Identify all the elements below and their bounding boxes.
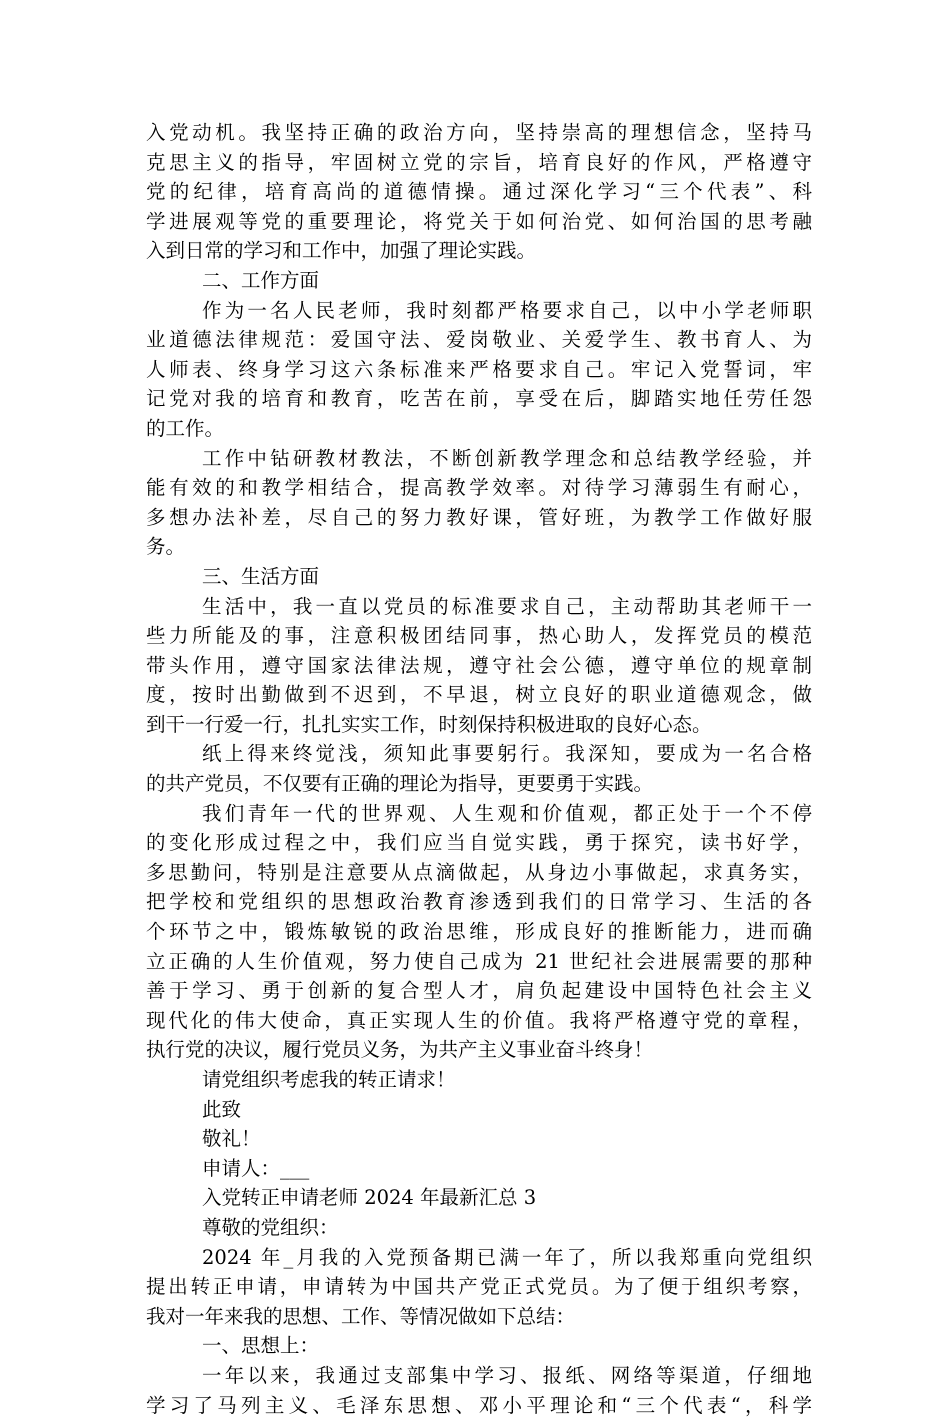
- text-line: 多思勤问，特别是注意要从点滴做起，从身边小事做起，求真务实，: [146, 860, 812, 884]
- text-line: 三、生活方面: [202, 564, 320, 588]
- text-line: 记党对我的培育和教育，吃苦在前，享受在后，脚踏实地任劳任怨: [146, 387, 812, 411]
- text-line: 一年以来，我通过支部集中学习、报纸、网络等渠道，仔细地: [202, 1363, 812, 1387]
- text-line: 克思主义的指导，牢固树立党的宗旨，培育良好的作风，严格遵守: [146, 150, 812, 174]
- text-line: 业道德法律规范：爱国守法、爱岗敬业、关爱学生、教书育人、为: [146, 328, 812, 352]
- text-line: 执行党的决议，履行党员义务，为共产主义事业奋斗终身！: [146, 1038, 654, 1062]
- text-line: 敬礼！: [202, 1127, 261, 1151]
- text-line: 我们青年一代的世界观、人生观和价值观，都正处于一个不停: [202, 801, 812, 825]
- text-line: 的变化形成过程之中，我们应当自觉实践，勇于探究，读书好学，: [146, 831, 812, 855]
- text-line: 带头作用，遵守国家法律法规，遵守社会公德，遵守单位的规章制: [146, 653, 812, 677]
- text-line: 入党动机。我坚持正确的政治方向，坚持崇高的理想信念，坚持马: [146, 121, 812, 144]
- text-line: 二、工作方面: [202, 268, 320, 292]
- text-line: 作为一名人民老师，我时刻都严格要求自己，以中小学老师职: [202, 298, 812, 322]
- text-line: 能有效的和教学相结合，提高教学效率。对待学习薄弱生有耐心，: [146, 476, 812, 500]
- text-line: 申请人：___: [202, 1156, 310, 1180]
- text-line: 立正确的人生价值观，努力使自己成为 21 世纪社会进展需要的那种: [146, 949, 812, 973]
- text-line: 到干一行爱一行，扎扎实实工作，时刻保持积极进取的良好心态。: [146, 712, 712, 736]
- text-line: 提出转正申请，申请转为中国共产党正式党员。为了便于组织考察，: [146, 1275, 812, 1299]
- text-line: 善于学习、勇于创新的复合型人才，肩负起建设中国特色社会主义: [146, 979, 812, 1003]
- text-line: 一、思想上：: [202, 1334, 320, 1358]
- text-line: 些力所能及的事，注意积极团结同事，热心助人，发挥党员的模范: [146, 624, 812, 648]
- text-line: 尊敬的党组织：: [202, 1215, 339, 1239]
- text-line: 生活中，我一直以党员的标准要求自己，主动帮助其老师干一: [202, 594, 812, 618]
- text-line: 入到日常的学习和工作中，加强了理论实践。: [146, 239, 537, 263]
- text-line: 请党组织考虑我的转正请求！: [202, 1068, 456, 1091]
- text-line: 学习了马列主义、毛泽东思想、邓小平理论和“三个代表“，科学: [146, 1393, 812, 1417]
- text-line: 多想办法补差，尽自己的努力教好课，管好班，为教学工作做好服: [146, 505, 812, 529]
- text-line: 人师表、终身学习这六条标准来严格要求自己。牢记入党誓词，牢: [146, 357, 812, 381]
- text-line: 现代化的伟大使命，真正实现人生的价值。我将严格遵守党的章程，: [146, 1008, 812, 1032]
- text-line: 纸上得来终觉浅，须知此事要躬行。我深知，要成为一名合格: [202, 742, 812, 766]
- text-line: 我对一年来我的思想、工作、等情况做如下总结：: [146, 1304, 576, 1328]
- text-line: 此致: [202, 1097, 242, 1121]
- text-line: 党的纪律，培育高尚的道德情操。通过深化学习“三个代表”、科: [146, 180, 812, 204]
- text-line: 的工作。: [146, 416, 225, 440]
- document-page: [146, 118, 812, 1420]
- text-line: 把学校和党组织的思想政治教育渗透到我们的日常学习、生活的各: [146, 890, 812, 914]
- text-line: 的共产党员，不仅要有正确的理论为指导，更要勇于实践。: [146, 772, 654, 796]
- text-line: 工作中钻研教材教法，不断创新教学理念和总结教学经验，并: [202, 446, 812, 470]
- text-line: 务。: [146, 535, 186, 559]
- text-line: 度，按时出勤做到不迟到，不早退，树立良好的职业道德观念，做: [146, 683, 812, 707]
- text-line: 2024 年_月我的入党预备期已满一年了，所以我郑重向党组织: [202, 1245, 812, 1269]
- text-line: 学进展观等党的重要理论，将党关于如何治党、如何治国的思考融: [146, 209, 812, 233]
- text-line: 个环节之中，锻炼敏锐的政治思维，形成良好的推断能力，进而确: [146, 920, 812, 944]
- text-line: 入党转正申请老师 2024 年最新汇总 3: [202, 1186, 537, 1210]
